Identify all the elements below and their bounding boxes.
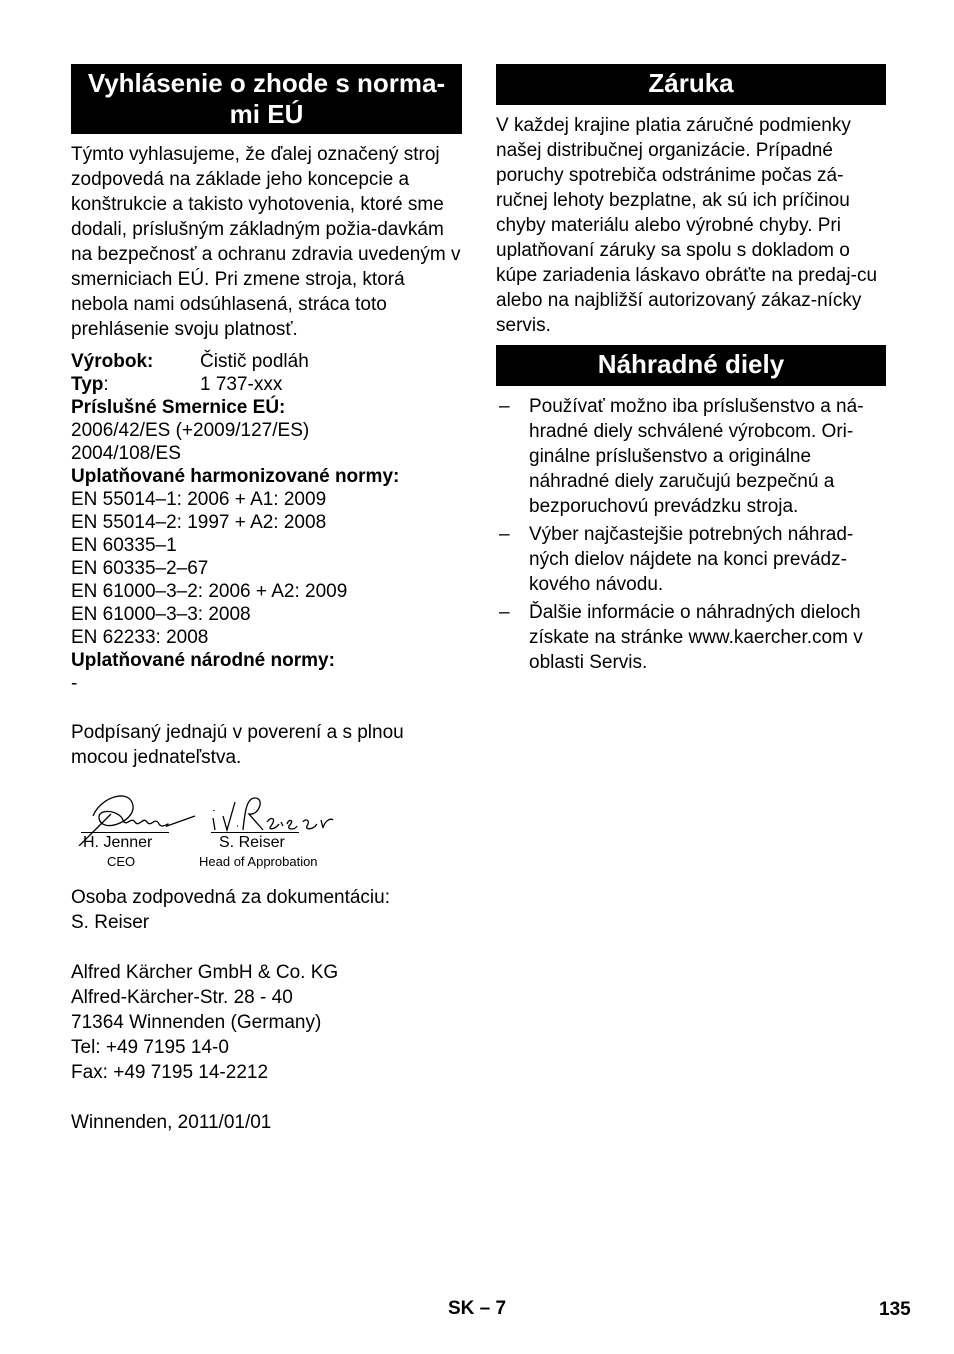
declaration-heading-line1: Vyhlásenie o zhode s norma- [87,68,446,98]
signatures [71,792,462,876]
address-line: Alfred Kärcher GmbH & Co. KG [71,962,339,983]
harmonized-item: EN 60335–1 [71,535,177,556]
address-line: Tel: +49 7195 14-0 [71,1037,229,1058]
harmonized-item: EN 55014–1: 2006 + A1: 2009 [71,489,327,510]
signature-line [211,832,299,833]
type-label: Typ [71,374,104,395]
spare-parts-list [496,394,886,675]
product-value: Čistič podláh [200,351,309,372]
address-line: Alfred-Kärcher-Str. 28 - 40 [71,987,293,1008]
national-value: - [71,673,78,694]
harmonized-item: EN 61000–3–3: 2008 [71,604,251,625]
harmonized-item: EN 62233: 2008 [71,627,209,648]
dash-icon: – [499,602,510,623]
product-row [71,350,462,373]
documentation-responsible [71,885,462,935]
company-address [71,960,462,1085]
dash-icon: – [499,396,510,417]
directive-item: 2004/108/ES [71,443,181,464]
signer-role: CEO [107,854,136,869]
type-colon: : [103,374,109,395]
doc-person-name: S. Reiser [71,912,150,933]
harmonized-item: EN 60335–2–67 [71,558,209,579]
signer-name: S. Reiser [219,834,285,851]
directives-label: Príslušné Smernice EÚ: [71,397,286,418]
declaration-heading [71,64,462,134]
spare-parts-heading: Náhradné diely [496,345,886,386]
harmonized-label: Uplatňované harmonizované normy: [71,466,400,487]
footer-section: SK – 7 [448,1298,507,1319]
doc-person-label: Osoba zodpovedná za dokumentáciu: [71,887,390,908]
list-item [496,394,886,519]
signer-role: Head of Approbation [199,854,318,869]
signed-text: Podpísaný jednajú v poverení a s plnou mocou jednateľstva. [71,722,404,768]
declaration-heading-line2: mi EÚ [229,99,304,129]
list-item-text: Používať možno iba príslušenstvo a ná-hradné diely schválené výrobcom. Ori-ginálne príslušenstvo a originálne náhradné diely zaručujú bezpečnú a bezporuchovú prevádzku stroja. [529,396,864,517]
list-item [496,600,886,675]
harmonized-item: EN 61000–3–2: 2006 + A2: 2009 [71,581,348,602]
page-number: 135 [879,1299,911,1320]
product-info [71,350,462,695]
place-date: Winnenden, 2011/01/01 [71,1112,272,1133]
signer-name: H. Jenner [83,834,153,851]
directive-item: 2006/42/ES (+2009/127/ES) [71,420,310,441]
address-line: Fax: +49 7195 14-2212 [71,1062,269,1083]
type-label-wrap [71,373,200,396]
left-column [71,64,462,1135]
list-item-text: Výber najčastejšie potrebných náhrad-ných dielov nájdete na konci prevádz-kového návodu. [529,524,854,595]
product-label: Výrobok: [71,351,154,372]
warranty-heading: Záruka [496,64,886,105]
dash-icon: – [499,524,510,545]
type-value: 1 737-xxx [200,374,283,395]
type-row [71,373,462,396]
harmonized-item: EN 55014–2: 1997 + A2: 2008 [71,512,327,533]
list-item [496,522,886,597]
warranty-text: V každej krajine platia záručné podmienky našej distribučnej organizácie. Prípadné poruchy spotrebiča odstránime počas zá-ručnej lehoty bezplatne, ak sú ich príčinou chyby materiálu alebo výrobné chyby. Pri uplatňovaní záruky sa spolu s dokladom o kúpe zariadenia láskavo obráťte na predaj-cu alebo na najbližší autorizovaný zákaz-nícky servis. [496,115,878,336]
right-column [496,64,886,678]
declaration-intro: Týmto vyhlasujeme, že ďalej označený stroj zodpovedá na základe jeho koncepcie a konštrukcie a takisto vyhotovenia, ktoré sme dodali, príslušným základným požia-davkám na bezpečnosť a ochranu zdravia uvedeným v smerniciach EÚ. Pri zmene stroja, ktorá nebola nami odsúhlasená, stráca toto prehlásenie svoju platnosť. [71,144,461,340]
address-line: 71364 Winnenden (Germany) [71,1012,322,1033]
list-item-text: Ďalšie informácie o náhradných dieloch získate na stránke www.kaercher.com v oblasti Servis. [529,602,863,673]
signature-line [81,832,169,833]
national-label: Uplatňované národné normy: [71,650,335,671]
